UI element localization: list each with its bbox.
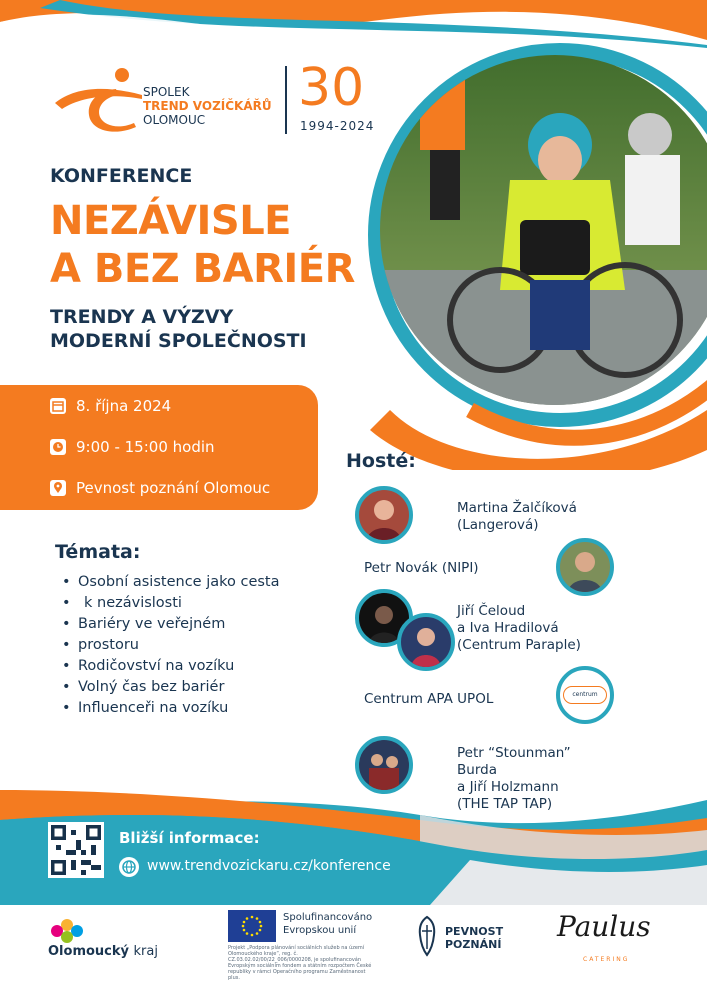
guests-title: Hosté: xyxy=(346,450,416,472)
event-date: 8. října 2024 xyxy=(76,397,172,415)
eu-flag-icon xyxy=(228,910,276,942)
event-place-row xyxy=(50,479,270,497)
guest-name-celoud-hradilova: Jiří Čeloud a Iva Hradilová (Centrum Paraple) xyxy=(457,603,581,653)
website-link[interactable]: www.trendvozickaru.cz/konference xyxy=(147,858,391,874)
event-time: 9:00 - 15:00 hodin xyxy=(76,438,215,456)
paulus-catering-label: CATERING xyxy=(583,956,630,963)
event-subtitle xyxy=(50,305,307,353)
guest-avatar-apa-upol xyxy=(556,666,614,724)
apa-logo: centrum xyxy=(563,686,607,704)
list-item: • Bariéry ve veřejném xyxy=(62,614,342,635)
topics-title: Témata: xyxy=(55,541,141,563)
eu-cofinanced-text: Spolufinancováno Evropskou unií xyxy=(283,912,373,936)
pevnost-knight-icon xyxy=(415,915,439,957)
anniversary-years: 1994-2024 xyxy=(300,119,375,133)
guest-name-zalcikova: Martina Žalčíková (Langerová) xyxy=(457,500,577,533)
qr-code[interactable] xyxy=(48,822,104,878)
more-info-label: Bližší informace: xyxy=(119,829,260,847)
guest-name-apa-upol: Centrum APA UPOL xyxy=(364,691,494,707)
event-place: Pevnost poznání Olomouc xyxy=(76,479,271,497)
guest-name-burda-holzmann: Petr “Stounman” Burda a Jiří Holzmann (THE TAP TAP) xyxy=(457,745,571,812)
bottom-decorative-wave xyxy=(0,790,707,905)
list-item-continuation: • prostoru xyxy=(62,635,342,656)
calendar-icon xyxy=(50,398,66,414)
guest-avatar-zalcikova xyxy=(355,486,413,544)
clock-icon xyxy=(50,439,66,455)
logo-divider xyxy=(285,66,287,134)
list-item-continuation: • k nezávislosti xyxy=(62,593,342,614)
guest-avatar-hradilova xyxy=(397,613,455,671)
guest-name-novak: Petr Novák (NIPI) xyxy=(364,560,479,576)
org-line3: OLOMOUC xyxy=(143,113,206,127)
guest-avatar-tap-tap xyxy=(355,736,413,794)
globe-icon xyxy=(119,857,139,877)
list-item: • Rodičovství na vozíku xyxy=(62,656,342,677)
subtitle-line-2: MODERNÍ SPOLEČNOSTI xyxy=(50,330,307,352)
org-line1: SPOLEK xyxy=(143,85,190,99)
org-line2: TREND VOZÍČKÁŘŮ xyxy=(143,99,272,113)
conference-label: KONFERENCE xyxy=(50,165,193,187)
olomoucky-kraj-flower-icon xyxy=(45,917,195,967)
list-item: • Volný čas bez bariér xyxy=(62,677,342,698)
subtitle-line-1: TRENDY A VÝZVY xyxy=(50,306,234,328)
title-line-2: A BEZ BARIÉR xyxy=(50,246,355,292)
title-line-1: NEZÁVISLE xyxy=(50,198,292,244)
trend-logo-mark-icon xyxy=(50,65,145,137)
paulus-logo: Paulus xyxy=(557,910,651,943)
eu-project-note: Projekt „Podpora plánování sociálních služeb na území Olomouckého kraje“, reg. č. CZ.03.02.02/00/22_006/0000208, je spolufinancován Evropským sociálním fondem a státním rozpočtem České republiky v rámci Operačního programu Zaměstnanost plus. xyxy=(228,945,372,981)
guest-avatar-novak xyxy=(556,538,614,596)
pevnost-poznani-text: PEVNOST POZNÁNÍ xyxy=(445,925,504,951)
org-logo xyxy=(50,65,290,137)
event-date-row xyxy=(50,397,171,415)
olomoucky-kraj-text: Olomoucký kraj xyxy=(48,944,158,959)
list-item: • Influenceři na vozíku xyxy=(62,698,342,719)
event-time-row xyxy=(50,438,215,456)
location-pin-icon xyxy=(50,480,66,496)
hero-photo xyxy=(360,30,707,470)
event-title xyxy=(50,197,355,293)
topics-list xyxy=(62,572,342,719)
list-item: • Osobní asistence jako cesta xyxy=(62,572,342,593)
anniversary-number: 30 xyxy=(298,58,365,118)
